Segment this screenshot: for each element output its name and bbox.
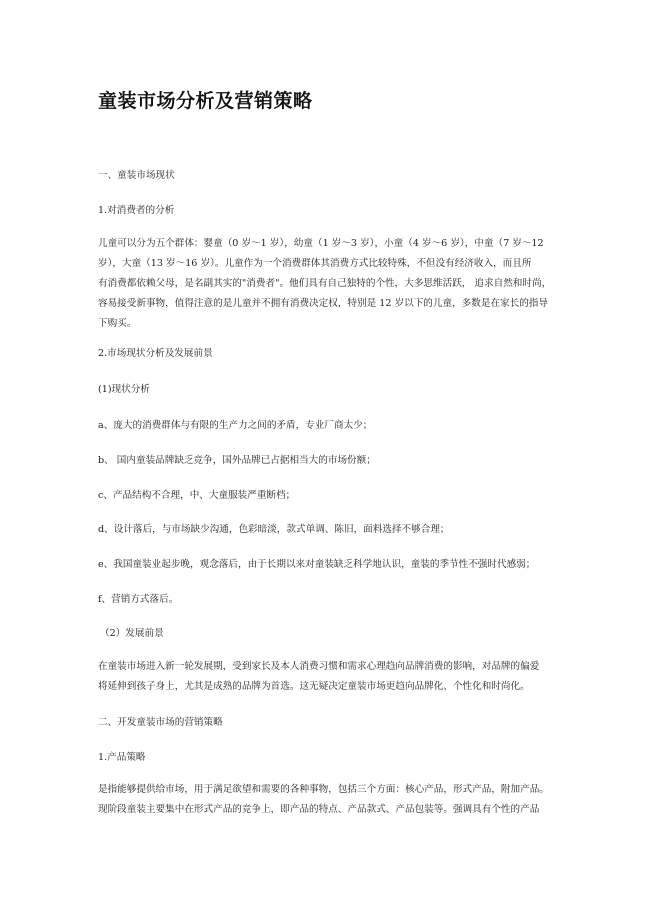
subheading-market-analysis: 2.市场现状分析及发展前景 bbox=[98, 348, 213, 359]
subheading-status-analysis: (1)现状分析 bbox=[98, 384, 150, 395]
list-item-f: f、营销方式落后。 bbox=[98, 594, 179, 605]
paragraph-product-strategy bbox=[98, 780, 560, 820]
document-title: 童装市场分析及营销策略 bbox=[98, 90, 313, 112]
paragraph-line: 儿童可以分为五个群体：婴童（0 岁～1 岁），幼童（1 岁～3 岁），小童（4 岁～6 岁），中童（7 岁～12 bbox=[98, 238, 544, 249]
section-heading-marketing-strategy: 二、开发童装市场的营销策略 bbox=[98, 717, 223, 728]
subheading-consumer-analysis: 1.对消费者的分析 bbox=[98, 205, 175, 216]
list-item-e: e、我国童装业起步晚，观念落后，由于长期以来对童装缺乏科学地认识，童装的季节性不强时代感弱； bbox=[98, 559, 536, 570]
paragraph-line: 现阶段童装主要集中在形式产品的竞争上，即产品的特点、产品款式、产品包装等。强调具有个性的产品 bbox=[98, 804, 540, 815]
paragraph-line: 容易接受新事物，值得注意的是儿童并不拥有消费决定权，特别是 12 岁以下的儿童，多数是在家长的指导 bbox=[98, 298, 549, 309]
paragraph-line: 将延伸到孩子身上，尤其是成熟的品牌为首选。这无疑决定童装市场更趋向品牌化、个性化和时尚化。 bbox=[98, 681, 530, 692]
paragraph-line: 是指能够提供给市场，用于满足欲望和需要的各种事物，包括三个方面：核心产品，形式产品，附加产品。 bbox=[98, 784, 549, 795]
paragraph-line: 岁），大童（13 岁～16 岁）。儿童作为一个消费群体其消费方式比较特殊，不但没有经济收入，而且所 bbox=[98, 258, 532, 269]
list-item-c: c、产品结构不合理，中、大童服装严重断档； bbox=[98, 490, 296, 501]
paragraph-line: 有消费都依赖父母，是名副其实的"消费者"。他们具有自己独特的个性，大多思维活跃， 追求自然和时尚， bbox=[98, 278, 552, 289]
paragraph-consumer-analysis bbox=[98, 234, 560, 334]
subheading-product-strategy: 1.产品策略 bbox=[98, 752, 146, 763]
paragraph-prospects bbox=[98, 657, 560, 697]
section-heading-market-status: 一、童装市场现状 bbox=[98, 170, 175, 181]
subheading-prospects: （2）发展前景 bbox=[100, 628, 164, 639]
paragraph-line: 在童装市场进入新一轮发展期，受到家长及本人消费习惯和需求心理趋向品牌消费的影响，对品牌的偏爱 bbox=[98, 661, 540, 672]
paragraph-line: 下购买。 bbox=[98, 318, 137, 329]
list-item-a: a、庞大的消费群体与有限的生产力之间的矛盾，专业厂商太少； bbox=[98, 420, 373, 431]
list-item-b: b、 国内童装品牌缺乏竞争，国外品牌已占据相当大的市场份额； bbox=[98, 455, 376, 466]
list-item-d: d、设计落后，与市场缺少沟通，色彩暗淡，款式单调、陈旧，面料选择不够合理； bbox=[98, 524, 450, 535]
